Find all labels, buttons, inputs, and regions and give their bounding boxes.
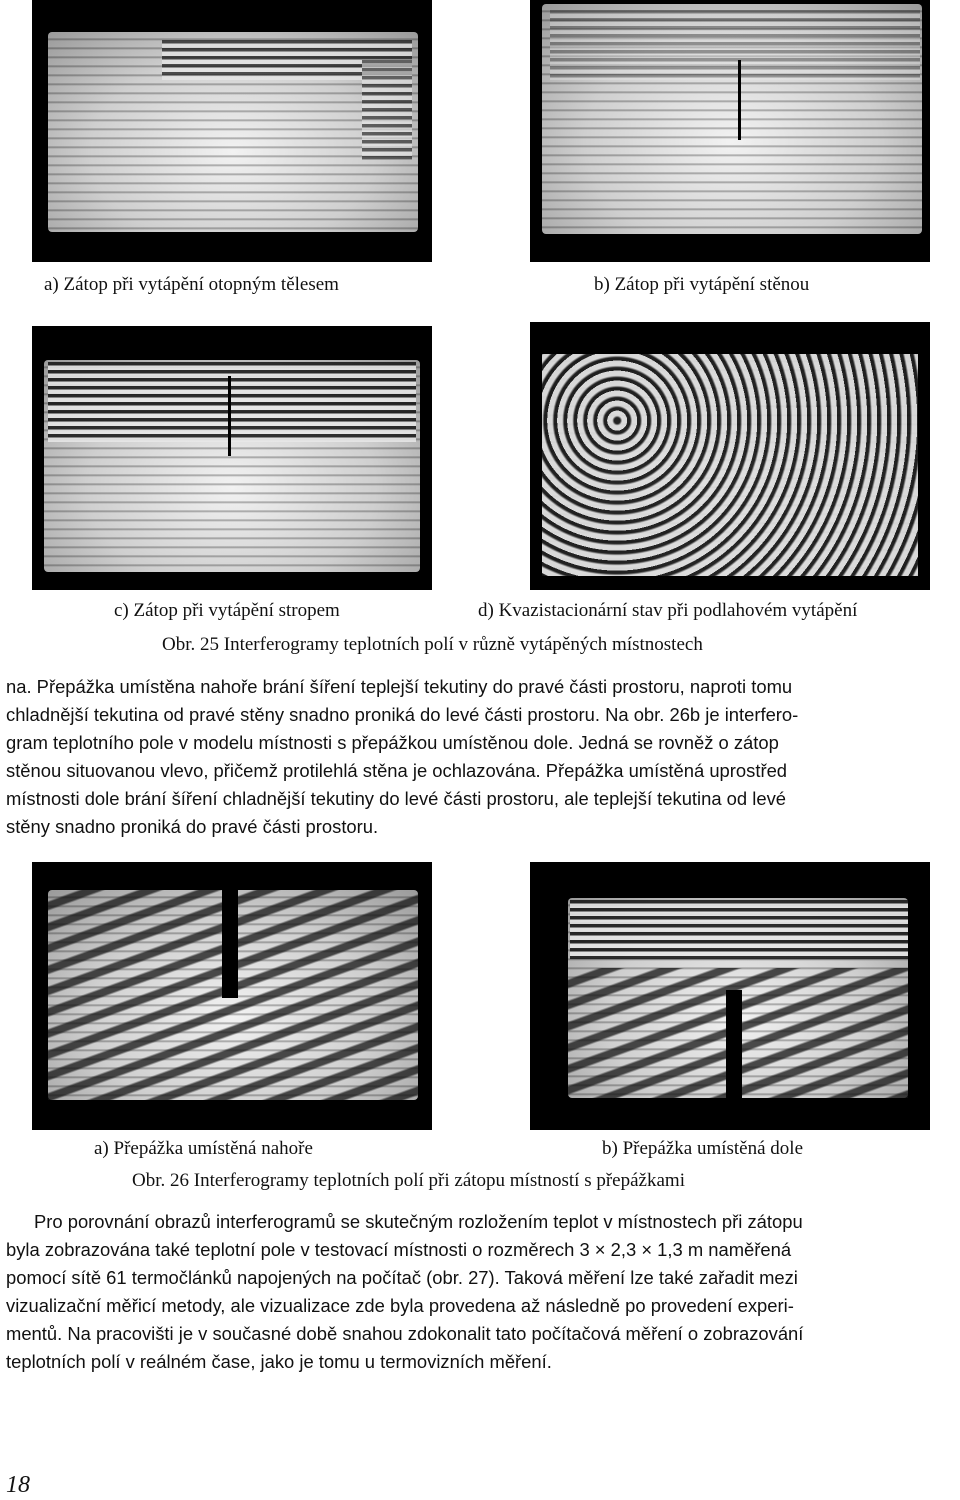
paragraph-2-line-1: Pro porovnání obrazů interferogramů se skutečným rozložením teplot v místnostech při zátopu: [34, 1211, 803, 1232]
caption-26a: a) Přepážka umístěná nahoře: [94, 1138, 313, 1159]
body-paragraph-2: [6, 1208, 960, 1376]
paragraph-2-line-6: teplotních polí v reálném čase, jako je tomu u termovizních měření.: [6, 1351, 552, 1372]
figure-26-title: Obr. 26 Interferogramy teplotních polí při zátopu místností s přepážkami: [132, 1170, 685, 1191]
paragraph-2-line-3: pomocí sítě 61 termočlánků napojených na počítač (obr. 27). Taková měření lze také zařadit mezi: [6, 1267, 798, 1288]
caption-25a: a) Zátop při vytápění otopným tělesem: [44, 274, 339, 295]
paragraph-2-line-4: vizualizační měřicí metody, ale vizualizace zde byla provedena až následně po provedení experi-: [6, 1295, 794, 1316]
paragraph-1-line-1: na. Přepážka umístěna nahoře brání šíření teplejší tekutiny do pravé části prostoru, naproti tomu: [6, 676, 793, 697]
caption-25c: c) Zátop při vytápění stropem: [114, 600, 340, 621]
paragraph-2-line-5: mentů. Na pracovišti je v současné době snahou zdokonalit tato počítačová měření o zobrazování: [6, 1323, 804, 1344]
interferogram-25a-image: [32, 0, 432, 262]
interferogram-25b-image: [530, 0, 930, 262]
page-number: 18: [6, 1472, 30, 1498]
interferogram-26a-image: [32, 862, 432, 1130]
figure-25-title: Obr. 25 Interferogramy teplotních polí v různě vytápěných místnostech: [162, 634, 703, 655]
paragraph-2-line-2: byla zobrazována také teplotní pole v testovací místnosti o rozměrech 3 × 2,3 × 1,3 m naměřená: [6, 1239, 792, 1260]
body-paragraph-1: [6, 673, 960, 841]
interferogram-26b-image: [530, 862, 930, 1130]
interferogram-25c-image: [32, 326, 432, 590]
caption-25b: b) Zátop při vytápění stěnou: [594, 274, 810, 295]
paragraph-1-line-2: chladnější tekutina od pravé stěny snadno proniká do levé části prostoru. Na obr. 26b je interfero-: [6, 704, 799, 725]
paragraph-1-line-3: gram teplotního pole v modelu místnosti s přepážkou umístěnou dole. Jedná se rovněž o zátop: [6, 732, 779, 753]
caption-26b: b) Přepážka umístěná dole: [602, 1138, 804, 1159]
paragraph-1-line-5: místnosti dole brání šíření chladnější tekutiny do levé části prostoru, ale teplejší tekutina od levé: [6, 788, 786, 809]
interferogram-25d-image: [530, 322, 930, 590]
caption-25d: d) Kvazistacionární stav při podlahovém vytápění: [478, 600, 858, 621]
paragraph-1-line-4: stěnou situovanou vlevo, přičemž protilehlá stěna je ochlazována. Přepážka umístěná uprostřed: [6, 760, 788, 781]
paragraph-1-line-6: stěny snadno proniká do pravé části prostoru.: [6, 816, 379, 837]
